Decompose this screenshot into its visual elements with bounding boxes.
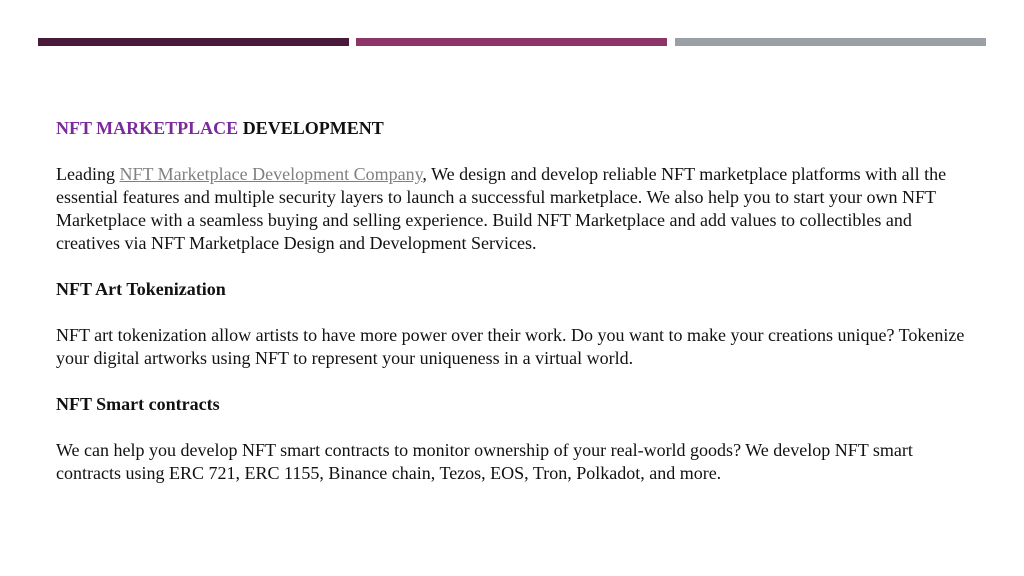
slide-title <box>56 117 976 140</box>
slide-title-accent: NFT MARKETPLACE <box>56 118 239 138</box>
slide-content <box>56 117 976 485</box>
intro-paragraph <box>56 163 976 255</box>
section-heading-smart-contracts: NFT Smart contracts <box>56 394 220 414</box>
top-bar-magenta <box>356 38 667 46</box>
spacer <box>56 140 976 163</box>
spacer <box>56 370 976 393</box>
section-body-smart-contracts: We can help you develop NFT smart contracts to monitor ownership of your real-world goods? We develop NFT smart contracts using ERC 721, ERC 1155, Binance chain, Tezos, EOS, Tron, Polkadot, and more. <box>56 440 913 483</box>
spacer <box>56 416 976 439</box>
section-heading-art-tokenization: NFT Art Tokenization <box>56 279 226 299</box>
top-bar-gray <box>675 38 986 46</box>
intro-text-after-link: , We design and develop reliable NFT marketplace platforms with all the essential features and multiple security layers to launch a successful marketplace. We also help you to start your own NFT Marketplace with a seamless buying and selling experience. Build NFT Marketplace and add values to collectibles and creatives via NFT Marketplace Design and Development Services. <box>56 164 947 253</box>
intro-text-before-link: Leading <box>56 164 120 184</box>
nft-marketplace-company-link[interactable]: NFT Marketplace Development Company <box>119 164 423 184</box>
decorative-top-bars <box>38 38 986 46</box>
spacer <box>56 255 976 278</box>
spacer <box>56 301 976 324</box>
section-body-art-tokenization: NFT art tokenization allow artists to have more power over their work. Do you want to make your creations unique? Tokenize your digital artworks using NFT to represent your uniqueness in a virtual world. <box>56 325 965 368</box>
top-bar-dark-plum <box>38 38 349 46</box>
slide-title-rest: DEVELOPMENT <box>242 118 384 138</box>
